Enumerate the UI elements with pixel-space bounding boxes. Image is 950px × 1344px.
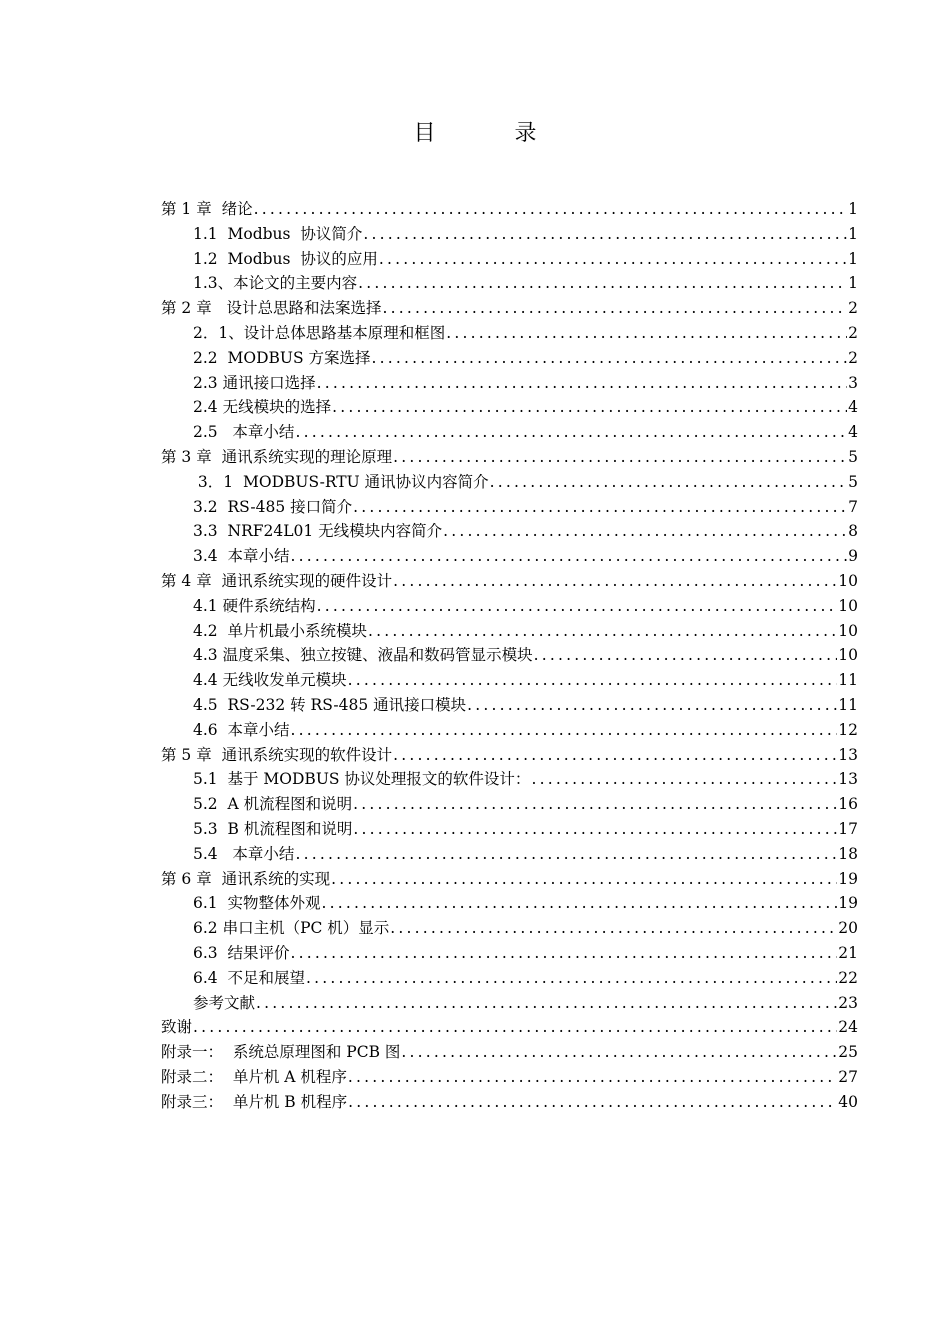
dot-leader bbox=[446, 321, 847, 346]
dot-leader bbox=[353, 817, 837, 842]
toc-entry[interactable] bbox=[161, 891, 858, 916]
toc-entry-page-number: 19 bbox=[838, 894, 858, 913]
dot-leader bbox=[383, 296, 848, 321]
dot-leader bbox=[291, 941, 838, 966]
toc-entry[interactable] bbox=[161, 296, 858, 321]
toc-entry[interactable] bbox=[161, 916, 858, 941]
toc-entry[interactable] bbox=[161, 1015, 858, 1040]
toc-entry-label: 附录一： 系统总原理图和 PCB 图 bbox=[161, 1043, 401, 1062]
toc-entry-page-number: 13 bbox=[838, 745, 858, 764]
toc-entry[interactable] bbox=[161, 346, 858, 371]
toc-entry-label: 第 3 章 通讯系统实现的理论原理 bbox=[161, 447, 393, 466]
toc-entry[interactable] bbox=[161, 569, 858, 594]
toc-entry-label: 第 6 章 通讯系统的实现 bbox=[161, 869, 331, 888]
toc-entry-page-number: 27 bbox=[838, 1067, 858, 1086]
toc-entry[interactable] bbox=[161, 420, 858, 445]
toc-entry-label: 5.2 A 机流程图和说明 bbox=[193, 795, 353, 814]
dot-leader bbox=[534, 643, 838, 668]
toc-entry-page-number: 22 bbox=[838, 968, 858, 987]
toc-entry-label: 3.3 NRF24L01 无线模块内容简介 bbox=[193, 522, 443, 541]
toc-entry[interactable] bbox=[161, 495, 858, 520]
toc-entry-label: 附录二： 单片机 A 机程序 bbox=[161, 1067, 347, 1086]
dot-leader bbox=[353, 495, 847, 520]
toc-entry-label: 第 2 章 设计总思路和法案选择 bbox=[161, 299, 382, 318]
dot-leader bbox=[379, 247, 847, 272]
toc-entry[interactable] bbox=[161, 271, 858, 296]
toc-entry[interactable] bbox=[161, 867, 858, 892]
dot-leader bbox=[401, 1040, 837, 1065]
toc-entry-page-number: 10 bbox=[838, 646, 858, 665]
toc-entry-label: 4.1 硬件系统结构 bbox=[193, 596, 316, 615]
toc-entry-label: 6.3 结果评价 bbox=[193, 943, 290, 962]
dot-leader bbox=[390, 916, 837, 941]
toc-entry-page-number: 7 bbox=[848, 497, 858, 516]
toc-entry-page-number: 10 bbox=[838, 596, 858, 615]
dot-leader bbox=[332, 395, 847, 420]
toc-entry-label: 2.5 本章小结 bbox=[193, 423, 295, 442]
dot-leader bbox=[256, 991, 837, 1016]
toc-entry-page-number: 10 bbox=[838, 621, 858, 640]
toc-entry-label: 5.3 B 机流程图和说明 bbox=[193, 819, 353, 838]
toc-entry-label: 4.2 单片机最小系统模块 bbox=[193, 621, 368, 640]
toc-entry-page-number: 16 bbox=[838, 795, 858, 814]
toc-entry-page-number: 5 bbox=[848, 472, 858, 491]
toc-entry-page-number: 1 bbox=[848, 249, 858, 268]
toc-entry[interactable] bbox=[161, 544, 858, 569]
toc-entry[interactable] bbox=[161, 767, 858, 792]
dot-leader bbox=[348, 1090, 837, 1115]
dot-leader bbox=[254, 197, 848, 222]
dot-leader bbox=[393, 569, 837, 594]
toc-entry[interactable] bbox=[161, 197, 858, 222]
toc-entry[interactable] bbox=[161, 519, 858, 544]
dot-leader bbox=[490, 470, 848, 495]
dot-leader bbox=[306, 966, 837, 991]
toc-entry-page-number: 1 bbox=[848, 274, 858, 293]
toc-entry-page-number: 19 bbox=[838, 869, 858, 888]
toc-entry-label: 致谢 bbox=[161, 1018, 193, 1037]
toc-entry-label: 6.1 实物整体外观 bbox=[193, 894, 321, 913]
toc-entry-label: 2.4 无线模块的选择 bbox=[193, 398, 332, 417]
toc-entry-label: 1.3、本论文的主要内容 bbox=[193, 274, 358, 293]
toc-entry[interactable] bbox=[161, 668, 858, 693]
toc-entry-page-number: 2 bbox=[848, 323, 858, 342]
toc-entry-label: 3.4 本章小结 bbox=[193, 547, 290, 566]
dot-leader bbox=[322, 891, 838, 916]
toc-entry[interactable] bbox=[161, 743, 858, 768]
toc-entry[interactable] bbox=[161, 643, 858, 668]
toc-entry[interactable] bbox=[161, 321, 858, 346]
dot-leader bbox=[317, 594, 838, 619]
toc-entry-page-number: 2 bbox=[848, 299, 858, 318]
dot-leader bbox=[295, 420, 847, 445]
toc-entry-label: 附录三： 单片机 B 机程序 bbox=[161, 1092, 348, 1111]
dot-leader bbox=[331, 867, 837, 892]
toc-entry-label: 5.1 基于 MODBUS 协议处理报文的软件设计： bbox=[193, 770, 531, 789]
toc-entry-label: 5.4 本章小结 bbox=[193, 844, 295, 863]
dot-leader bbox=[291, 718, 838, 743]
dot-leader bbox=[353, 792, 837, 817]
dot-leader bbox=[368, 619, 837, 644]
toc-entry-page-number: 3 bbox=[848, 373, 858, 392]
dot-leader bbox=[358, 271, 847, 296]
toc-entry[interactable] bbox=[161, 247, 858, 272]
toc-entry-page-number: 5 bbox=[848, 447, 858, 466]
toc-entry[interactable] bbox=[161, 1065, 858, 1090]
toc-entry-label: 6.4 不足和展望 bbox=[193, 968, 306, 987]
toc-entry[interactable] bbox=[161, 842, 858, 867]
toc-entry-page-number: 18 bbox=[838, 844, 858, 863]
toc-entry-page-number: 13 bbox=[838, 770, 858, 789]
dot-leader bbox=[295, 842, 837, 867]
dot-leader bbox=[372, 346, 848, 371]
toc-entry-page-number: 10 bbox=[838, 571, 858, 590]
dot-leader bbox=[393, 743, 837, 768]
toc-entry-label: 4.5 RS-232 转 RS-485 通讯接口模块 bbox=[193, 695, 467, 714]
dot-leader bbox=[193, 1015, 837, 1040]
toc-entry-label: 1.2 Modbus 协议的应用 bbox=[193, 249, 378, 268]
toc-entry[interactable] bbox=[161, 222, 858, 247]
page-title: 目 录 bbox=[413, 121, 573, 146]
toc-entry[interactable] bbox=[161, 991, 858, 1016]
toc-entry-page-number: 4 bbox=[848, 423, 858, 442]
toc-entry-label: 3．1 MODBUS-RTU 通讯协议内容简介 bbox=[193, 472, 489, 491]
toc-entry[interactable] bbox=[161, 445, 858, 470]
toc-entry-page-number: 12 bbox=[838, 720, 858, 739]
toc-entry-label: 2.2 MODBUS 方案选择 bbox=[193, 348, 371, 367]
toc-entry-page-number: 40 bbox=[838, 1092, 858, 1111]
toc-entry-page-number: 11 bbox=[838, 671, 858, 690]
toc-entry[interactable] bbox=[161, 792, 858, 817]
toc-entry[interactable] bbox=[161, 1090, 858, 1115]
toc-entry-page-number: 24 bbox=[838, 1018, 858, 1037]
toc-entry-page-number: 8 bbox=[848, 522, 858, 541]
toc-entry-page-number: 1 bbox=[848, 224, 858, 243]
dot-leader bbox=[393, 445, 847, 470]
dot-leader bbox=[348, 1065, 837, 1090]
toc-entry-label: 第 4 章 通讯系统实现的硬件设计 bbox=[161, 571, 393, 590]
toc-entry-label: 第 1 章 绪论 bbox=[161, 200, 253, 218]
toc-entry-page-number: 9 bbox=[848, 547, 858, 566]
dot-leader bbox=[291, 544, 848, 569]
dot-leader bbox=[531, 767, 837, 792]
dot-leader bbox=[348, 668, 838, 693]
toc-entry-label: 4.3 温度采集、独立按键、液晶和数码管显示模块 bbox=[193, 646, 533, 665]
toc-entry-page-number: 20 bbox=[838, 919, 858, 938]
toc-entry-label: 6.2 串口主机（PC 机）显示 bbox=[193, 919, 390, 938]
toc-entry-page-number: 2 bbox=[848, 348, 858, 367]
toc-entry[interactable] bbox=[161, 817, 858, 842]
toc-entry[interactable] bbox=[161, 941, 858, 966]
toc-entry-page-number: 17 bbox=[838, 819, 858, 838]
dot-leader bbox=[467, 693, 837, 718]
toc-entry[interactable] bbox=[161, 966, 858, 991]
toc-entry[interactable] bbox=[161, 693, 858, 718]
toc-entry-label: 2.3 通讯接口选择 bbox=[193, 373, 316, 392]
toc-entry[interactable] bbox=[161, 395, 858, 420]
toc-entry-label: 参考文献 bbox=[193, 993, 256, 1012]
dot-leader bbox=[317, 371, 848, 396]
toc-entry-label: 4.6 本章小结 bbox=[193, 720, 290, 739]
toc-entry-page-number: 25 bbox=[838, 1043, 858, 1062]
toc-entry[interactable] bbox=[161, 470, 858, 495]
toc-entry-label: 3.2 RS-485 接口简介 bbox=[193, 497, 353, 516]
toc-entry[interactable] bbox=[161, 1040, 858, 1065]
toc-entry-label: 1.1 Modbus 协议简介 bbox=[193, 224, 363, 243]
toc-entry[interactable] bbox=[161, 718, 858, 743]
toc-entry-label: 2．1、设计总体思路基本原理和框图 bbox=[193, 323, 446, 342]
toc-entry-page-number: 4 bbox=[848, 398, 858, 417]
toc-entry[interactable] bbox=[161, 594, 858, 619]
toc-entry-page-number: 11 bbox=[838, 695, 858, 714]
dot-leader bbox=[363, 222, 847, 247]
toc-entry[interactable] bbox=[161, 619, 858, 644]
table-of-contents bbox=[161, 197, 858, 1114]
dot-leader bbox=[443, 519, 847, 544]
toc-entry-page-number: 1 bbox=[848, 200, 858, 218]
toc-entry-label: 4.4 无线收发单元模块 bbox=[193, 671, 347, 690]
toc-entry-page-number: 23 bbox=[838, 993, 858, 1012]
toc-entry[interactable] bbox=[161, 371, 858, 396]
toc-entry-label: 第 5 章 通讯系统实现的软件设计 bbox=[161, 745, 393, 764]
toc-entry-page-number: 21 bbox=[838, 943, 858, 962]
